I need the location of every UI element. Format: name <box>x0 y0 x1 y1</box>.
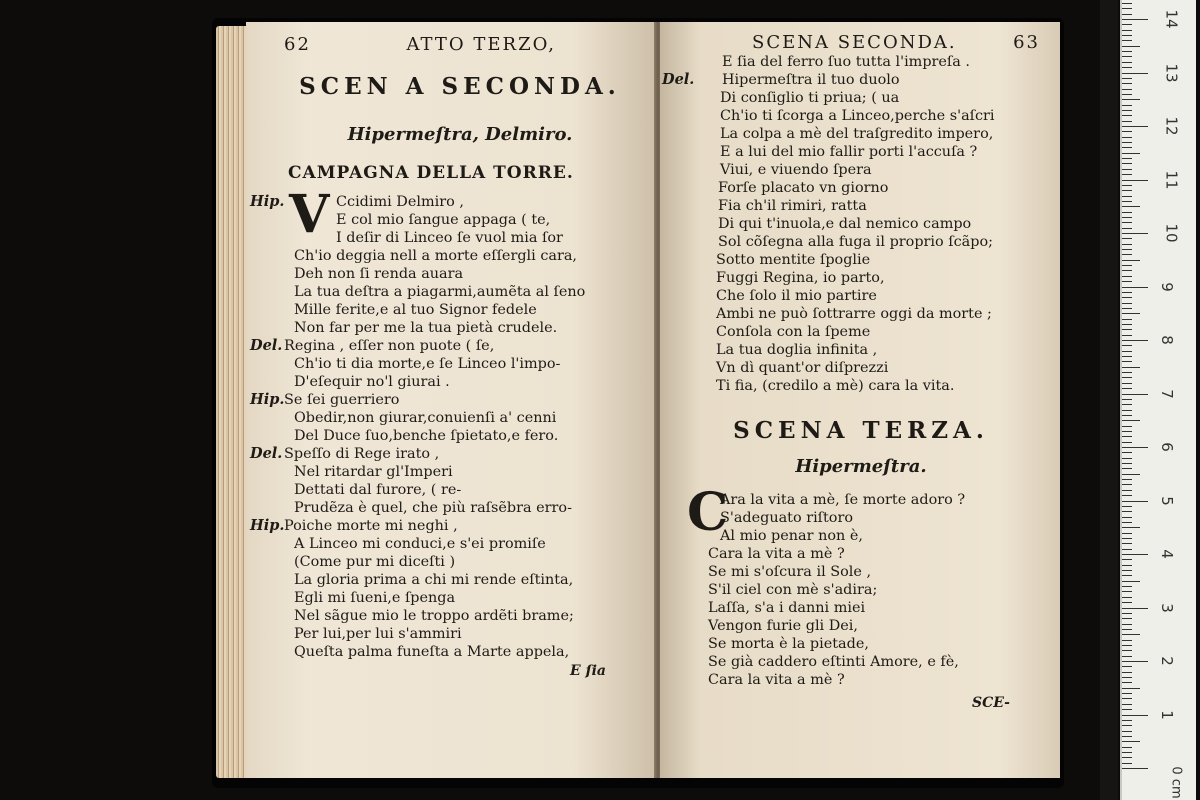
ruler-number: 4 <box>1157 549 1176 559</box>
ruler-tick <box>1122 212 1132 213</box>
verse-text: S'adeguato riſtoro <box>720 510 854 526</box>
ruler-tick <box>1122 677 1132 678</box>
ruler-tick <box>1122 715 1148 716</box>
ruler-tick <box>1122 196 1132 197</box>
verse-text: Egli mi ſueni,e ſpenga <box>294 590 456 606</box>
ruler-tick <box>1122 367 1140 368</box>
verse-text: Ccidimi Delmiro , <box>336 194 464 210</box>
right-verse-block-bottom <box>682 482 1040 689</box>
verse-text: Di conſiglio ti priua; ( ua <box>720 90 900 106</box>
right-verse-block-top <box>662 53 1040 395</box>
ruler-tick <box>1122 410 1132 411</box>
ruler-tick <box>1122 244 1132 245</box>
ruler-number: 3 <box>1157 602 1176 613</box>
ruler-tick <box>1122 147 1132 148</box>
ruler-tick <box>1122 666 1132 667</box>
ruler-tick <box>1122 463 1132 464</box>
verse-line <box>682 635 1040 653</box>
ruler-tick <box>1122 335 1132 336</box>
verse-line <box>250 337 636 355</box>
ruler-tick <box>1122 319 1132 320</box>
verse-text: Forſe placato vn giorno <box>718 180 889 196</box>
ruler-tick <box>1122 174 1132 175</box>
verse-text: Al mio penar non è, <box>720 528 863 544</box>
ruler-tick <box>1122 345 1132 346</box>
ruler-tick <box>1122 624 1132 625</box>
verse-line <box>284 409 636 427</box>
verse-line <box>284 463 636 481</box>
ruler-tick <box>1122 640 1132 641</box>
verse-text: Sol cõſegna alla fuga il proprio ſcãpo; <box>718 234 993 250</box>
ruler-tick <box>1122 3 1132 4</box>
verse-line <box>284 283 636 301</box>
verse-text: La tua deſtra a piagarmi,aumẽta al ſeno <box>294 284 586 300</box>
ruler-tick <box>1122 549 1132 550</box>
verse-text: Che ſolo il mio partire <box>716 288 877 304</box>
verse-text: Viui, e viuendo ſpera <box>720 162 872 178</box>
right-catchword: SCE- <box>972 695 1010 711</box>
right-scene-title: SCENA TERZA. <box>733 417 989 444</box>
speaker-label: Del. <box>250 445 283 462</box>
ruler-tick <box>1122 709 1132 710</box>
verse-text: La gloria prima a chi mi rende eſtinta, <box>294 572 574 588</box>
ruler-tick <box>1122 73 1148 74</box>
verse-line <box>682 323 1040 341</box>
ruler-unit: 0 cm <box>1168 766 1184 799</box>
ruler-tick <box>1122 656 1132 657</box>
verse-line <box>284 265 636 283</box>
ruler-tick <box>1122 517 1132 518</box>
verse-text: Ch'io ti ſcorga a Linceo,perche s'aſcri <box>720 108 995 124</box>
verse-line <box>682 107 1040 125</box>
ruler-tick <box>1122 201 1132 202</box>
ruler-number: 11 <box>1162 169 1181 190</box>
verse-text: Se ſei guerriero <box>284 392 400 408</box>
ruler-tick <box>1122 629 1132 630</box>
ruler-tick <box>1122 399 1132 400</box>
speaker-label: Hip. <box>250 517 285 534</box>
verse-line <box>284 373 636 391</box>
verse-line <box>682 653 1040 671</box>
right-header-title: SCENA SECONDA. <box>752 32 957 53</box>
ruler-tick <box>1122 115 1132 116</box>
verse-line <box>284 427 636 445</box>
ruler-number: 5 <box>1157 495 1176 506</box>
left-page-number: 62 <box>284 34 311 55</box>
verse-text: Ch'io deggia nell a morte eſſergli cara, <box>294 248 577 264</box>
ruler-tick <box>1122 233 1148 234</box>
ruler-tick <box>1122 506 1132 507</box>
ruler-tick <box>1122 645 1132 646</box>
ruler-tick <box>1122 634 1140 635</box>
right-page <box>660 22 1060 778</box>
ruler-number: 9 <box>1157 281 1176 292</box>
verse-line <box>284 211 636 229</box>
verse-line <box>284 481 636 499</box>
verse-text: Laſſa, s'a i danni miei <box>708 600 866 616</box>
ruler-tick <box>1122 110 1132 111</box>
verse-line <box>250 391 636 409</box>
ruler-number: 1 <box>1157 709 1176 720</box>
right-running-head <box>682 32 1040 53</box>
ruler-number: 10 <box>1162 223 1181 243</box>
ruler-tick <box>1122 51 1132 52</box>
ruler-tick <box>1122 137 1132 138</box>
ruler-tick <box>1122 190 1132 191</box>
verse-text: Se morta è la pietade, <box>708 636 869 652</box>
verse-line <box>250 445 636 463</box>
verse-text: Ara la vita a mè, ſe morte adoro ? <box>720 492 966 508</box>
ruler-tick <box>1122 581 1140 582</box>
ruler-tick <box>1122 474 1140 475</box>
verse-line <box>682 545 1040 563</box>
verse-text: Fia ch'il rimiri, ratta <box>718 198 867 214</box>
ruler-tick <box>1122 78 1132 79</box>
verse-text: La tua doglia infinita , <box>716 342 878 358</box>
ruler-tick <box>1122 682 1132 683</box>
verse-line <box>682 671 1040 689</box>
ruler-tick <box>1122 329 1132 330</box>
verse-text: Deh non ſi renda auara <box>294 266 464 282</box>
ruler-tick <box>1122 67 1132 68</box>
ruler-tick <box>1122 757 1132 758</box>
verse-text: Regina , eſſer non puote ( ſe, <box>284 338 495 354</box>
ruler-tick <box>1122 597 1132 598</box>
ruler-tick <box>1122 575 1132 576</box>
ruler-tick <box>1122 131 1132 132</box>
ruler-tick <box>1122 46 1140 47</box>
ruler-tick <box>1122 720 1132 721</box>
left-scene-title: SCEN A SECONDA. <box>299 73 621 100</box>
ruler-tick <box>1122 591 1132 592</box>
verse-text: Del Duce ſuo,benche ſpietato,e fero. <box>294 428 559 444</box>
ruler-tick <box>1122 372 1132 373</box>
verse-line <box>682 359 1040 377</box>
ruler-tick <box>1122 538 1132 539</box>
ruler-tick <box>1122 736 1132 737</box>
ruler-tick <box>1122 704 1132 705</box>
verse-line <box>682 269 1040 287</box>
verse-text: Ambi ne può ſottrarre oggi da morte ; <box>716 306 992 322</box>
ruler-tick <box>1122 62 1132 63</box>
ruler-tick <box>1122 543 1132 544</box>
verse-line <box>250 517 636 535</box>
ruler-tick <box>1122 415 1132 416</box>
ruler-tick <box>1122 324 1132 325</box>
ruler-tick <box>1122 105 1132 106</box>
ruler-tick <box>1122 206 1140 207</box>
verse-text: Nel ritardar gl'Imperi <box>294 464 453 480</box>
verse-line <box>682 377 1040 395</box>
verse-line <box>682 341 1040 359</box>
verse-text: S'il ciel con mè s'adira; <box>708 582 878 598</box>
verse-text: I deſir di Linceo ſe vuol mia ſor <box>336 230 563 246</box>
verse-line <box>682 53 1040 71</box>
verse-line <box>284 355 636 373</box>
ruler-tick <box>1122 276 1132 277</box>
ruler-tick <box>1122 698 1132 699</box>
speaker-label: Hip. <box>250 391 285 408</box>
verse-line <box>662 71 1040 89</box>
ruler-tick <box>1122 35 1132 36</box>
ruler-tick <box>1122 83 1132 84</box>
verse-text: A Linceo mi conduci,e s'ei promiſe <box>294 536 546 552</box>
ruler-tick <box>1122 292 1132 293</box>
ruler-tick <box>1122 533 1132 534</box>
ruler-tick <box>1122 554 1148 555</box>
ruler-number: 14 <box>1162 9 1181 29</box>
ruler-tick <box>1122 94 1132 95</box>
ruler-tick <box>1122 484 1132 485</box>
ruler-tick <box>1122 763 1132 764</box>
ruler-tick <box>1122 388 1132 389</box>
ruler-tick <box>1122 565 1132 566</box>
verse-text: Queſta palma funeſta a Marte appela, <box>294 644 570 660</box>
ruler-tick <box>1122 602 1132 603</box>
measurement-ruler <box>1120 0 1196 800</box>
verse-line <box>682 581 1040 599</box>
ruler-tick <box>1122 511 1132 512</box>
verse-text: Se già caddero eſtinti Amore, e fè, <box>708 654 959 670</box>
ruler-tick <box>1122 688 1140 689</box>
verse-line <box>682 527 1040 545</box>
verse-text: Di qui t'inuola,e dal nemico campo <box>718 216 972 232</box>
ruler-tick <box>1122 313 1140 314</box>
ruler-tick <box>1122 661 1148 662</box>
verse-text: Sotto mentite ſpoglie <box>716 252 871 268</box>
verse-line <box>682 197 1040 215</box>
verse-line <box>682 215 1040 233</box>
ruler-tick <box>1122 731 1132 732</box>
ruler-tick <box>1122 420 1140 421</box>
ruler-tick <box>1122 163 1132 164</box>
ruler-tick <box>1122 361 1132 362</box>
ruler-tick <box>1122 228 1132 229</box>
ruler-tick <box>1122 303 1132 304</box>
verse-text: E a lui del mio fallir porti l'accuſa ? <box>720 144 978 160</box>
ruler-rail <box>1100 0 1118 800</box>
ruler-number: 13 <box>1162 62 1181 83</box>
right-characters: Hipermeſtra. <box>795 456 927 477</box>
verse-line <box>284 625 636 643</box>
ruler-tick <box>1122 30 1132 31</box>
verse-line <box>284 499 636 517</box>
verse-line <box>682 143 1040 161</box>
left-header-title: ATTO TERZO, <box>406 34 556 55</box>
left-setting: CAMPAGNA DELLA TORRE. <box>288 163 574 183</box>
verse-line <box>682 617 1040 635</box>
ruler-tick <box>1122 458 1132 459</box>
verse-line <box>284 643 636 661</box>
ruler-tick <box>1122 14 1132 15</box>
verse-text: Vengon furie gli Dei, <box>708 618 858 634</box>
ruler-tick <box>1122 447 1148 448</box>
verse-text: Cara la vita a mè ? <box>708 672 845 688</box>
speaker-label: Del. <box>250 337 283 354</box>
ruler-tick <box>1122 351 1132 352</box>
ruler-number: 8 <box>1157 335 1176 345</box>
ruler-tick <box>1122 158 1132 159</box>
right-page-number: 63 <box>1013 32 1040 53</box>
verse-line <box>682 287 1040 305</box>
ruler-tick <box>1122 479 1132 480</box>
verse-text: Nel sãgue mio le troppo ardẽti brame; <box>294 608 574 624</box>
verse-text: Per lui,per lui s'ammiri <box>294 626 462 642</box>
ruler-tick <box>1122 89 1132 90</box>
verse-text: La colpa a mè del traſgredito impero, <box>720 126 994 142</box>
verse-line <box>284 589 636 607</box>
ruler-tick <box>1122 452 1132 453</box>
ruler-tick <box>1122 222 1132 223</box>
ruler-tick <box>1122 340 1148 341</box>
ruler-tick <box>1122 8 1132 9</box>
verse-text: Non far per me la tua pietà crudele. <box>294 320 558 336</box>
verse-text: Fuggi Regina, io parto, <box>716 270 885 286</box>
ruler-tick <box>1122 522 1132 523</box>
verse-line <box>682 161 1040 179</box>
ruler-tick <box>1122 383 1132 384</box>
verse-text: (Come pur mi diceſti ) <box>294 554 456 570</box>
verse-line <box>284 229 636 247</box>
ruler-tick <box>1122 404 1132 405</box>
verse-text: E col mio ſangue appaga ( te, <box>336 212 551 228</box>
ruler-tick <box>1122 468 1132 469</box>
ruler-tick <box>1122 436 1132 437</box>
verse-text: Ch'io ti dia morte,e ſe Linceo l'impo- <box>294 356 561 372</box>
ruler-number: 12 <box>1162 116 1181 136</box>
ruler-tick <box>1122 725 1132 726</box>
ruler-tick <box>1122 265 1132 266</box>
left-page <box>246 22 656 778</box>
verse-text: D'eſequir no'l giurai . <box>294 374 450 390</box>
ruler-tick <box>1122 650 1132 651</box>
verse-line <box>284 301 636 319</box>
ruler-tick <box>1122 56 1132 57</box>
ruler-tick <box>1122 169 1132 170</box>
verse-line <box>284 553 636 571</box>
verse-line <box>284 535 636 553</box>
ruler-tick <box>1122 431 1132 432</box>
speaker-label: Hip. <box>250 193 285 210</box>
ruler-tick <box>1122 426 1132 427</box>
ruler-tick <box>1122 185 1132 186</box>
ruler-tick <box>1122 24 1132 25</box>
ruler-tick <box>1122 442 1132 443</box>
ruler-tick <box>1122 672 1132 673</box>
ruler-tick <box>1122 217 1132 218</box>
ruler-tick <box>1122 752 1132 753</box>
verse-text: E ſia del ferro ſuo tutta l'impreſa . <box>722 54 970 70</box>
verse-text: Obedir,non giurar,conuienſi a' cenni <box>294 410 557 426</box>
ruler-tick <box>1122 126 1148 127</box>
ruler-tick <box>1122 40 1132 41</box>
ruler-tick <box>1122 394 1148 395</box>
verse-line <box>682 89 1040 107</box>
verse-line <box>682 599 1040 617</box>
ruler-number: 2 <box>1157 656 1176 666</box>
verse-text: Dettati dal furore, ( re- <box>294 482 462 498</box>
ruler-tick <box>1122 608 1148 609</box>
verse-line <box>284 607 636 625</box>
ruler-tick <box>1122 570 1132 571</box>
verse-line <box>682 233 1040 251</box>
left-running-head <box>284 34 636 55</box>
ruler-tick <box>1122 618 1132 619</box>
verse-line <box>284 319 636 337</box>
ruler-tick <box>1122 121 1132 122</box>
ruler-tick <box>1122 741 1140 742</box>
ruler-tick <box>1122 270 1132 271</box>
ruler-tick <box>1122 180 1148 181</box>
verse-text: Cara la vita a mè ? <box>708 546 845 562</box>
ruler-tick <box>1122 613 1132 614</box>
verse-text: Conſola con la ſpeme <box>716 324 871 340</box>
verse-line <box>682 125 1040 143</box>
verse-text: Speſſo di Rege irato , <box>284 446 440 462</box>
drop-cap: V <box>289 184 330 245</box>
ruler-tick <box>1122 99 1140 100</box>
left-verse-block <box>250 184 636 661</box>
ruler-tick <box>1122 586 1132 587</box>
ruler-tick <box>1122 527 1140 528</box>
ruler-tick <box>1122 19 1148 20</box>
verse-text: Prudẽza è quel, che più raſsẽbra erro- <box>294 500 572 516</box>
speaker-label: Del. <box>662 71 695 88</box>
ruler-number: 7 <box>1157 388 1176 399</box>
ruler-tick <box>1122 281 1132 282</box>
verse-line <box>682 563 1040 581</box>
verse-text: Poiche morte mi neghi , <box>284 518 458 534</box>
ruler-tick <box>1122 308 1132 309</box>
drop-cap: C <box>687 482 729 543</box>
ruler-tick <box>1122 377 1132 378</box>
ruler-tick <box>1122 559 1132 560</box>
ruler-tick <box>1122 495 1132 496</box>
ruler-tick <box>1122 747 1132 748</box>
verse-text: Ti fia, (credilo a mè) cara la vita. <box>716 378 955 394</box>
ruler-tick <box>1122 693 1132 694</box>
page-edges <box>216 26 248 778</box>
verse-text: Se mi s'oſcura il Sole , <box>708 564 872 580</box>
ruler-tick <box>1122 490 1132 491</box>
verse-line <box>284 247 636 265</box>
ruler-tick <box>1122 254 1132 255</box>
ruler-tick <box>1122 501 1148 502</box>
ruler-tick <box>1122 260 1140 261</box>
ruler-tick <box>1122 287 1148 288</box>
ruler-tick <box>1122 356 1132 357</box>
ruler-tick <box>1122 249 1132 250</box>
ruler-tick <box>1122 768 1148 769</box>
verse-text: Mille ferite,e al tuo Signor fedele <box>294 302 537 318</box>
ruler-number: 6 <box>1157 442 1176 452</box>
verse-line <box>682 305 1040 323</box>
verse-line <box>682 179 1040 197</box>
verse-text: Vn dì quant'or diſprezzi <box>716 360 889 376</box>
ruler-tick <box>1122 238 1132 239</box>
left-characters: Hipermeſtra, Delmiro. <box>347 124 573 145</box>
left-catchword: E ſia <box>570 663 606 679</box>
verse-line <box>682 251 1040 269</box>
verse-text: Hipermeſtra il tuo duolo <box>722 72 900 88</box>
verse-line <box>284 571 636 589</box>
ruler-tick <box>1122 142 1132 143</box>
verse-line <box>682 509 1040 527</box>
ruler-tick <box>1122 153 1140 154</box>
ruler-tick <box>1122 297 1132 298</box>
